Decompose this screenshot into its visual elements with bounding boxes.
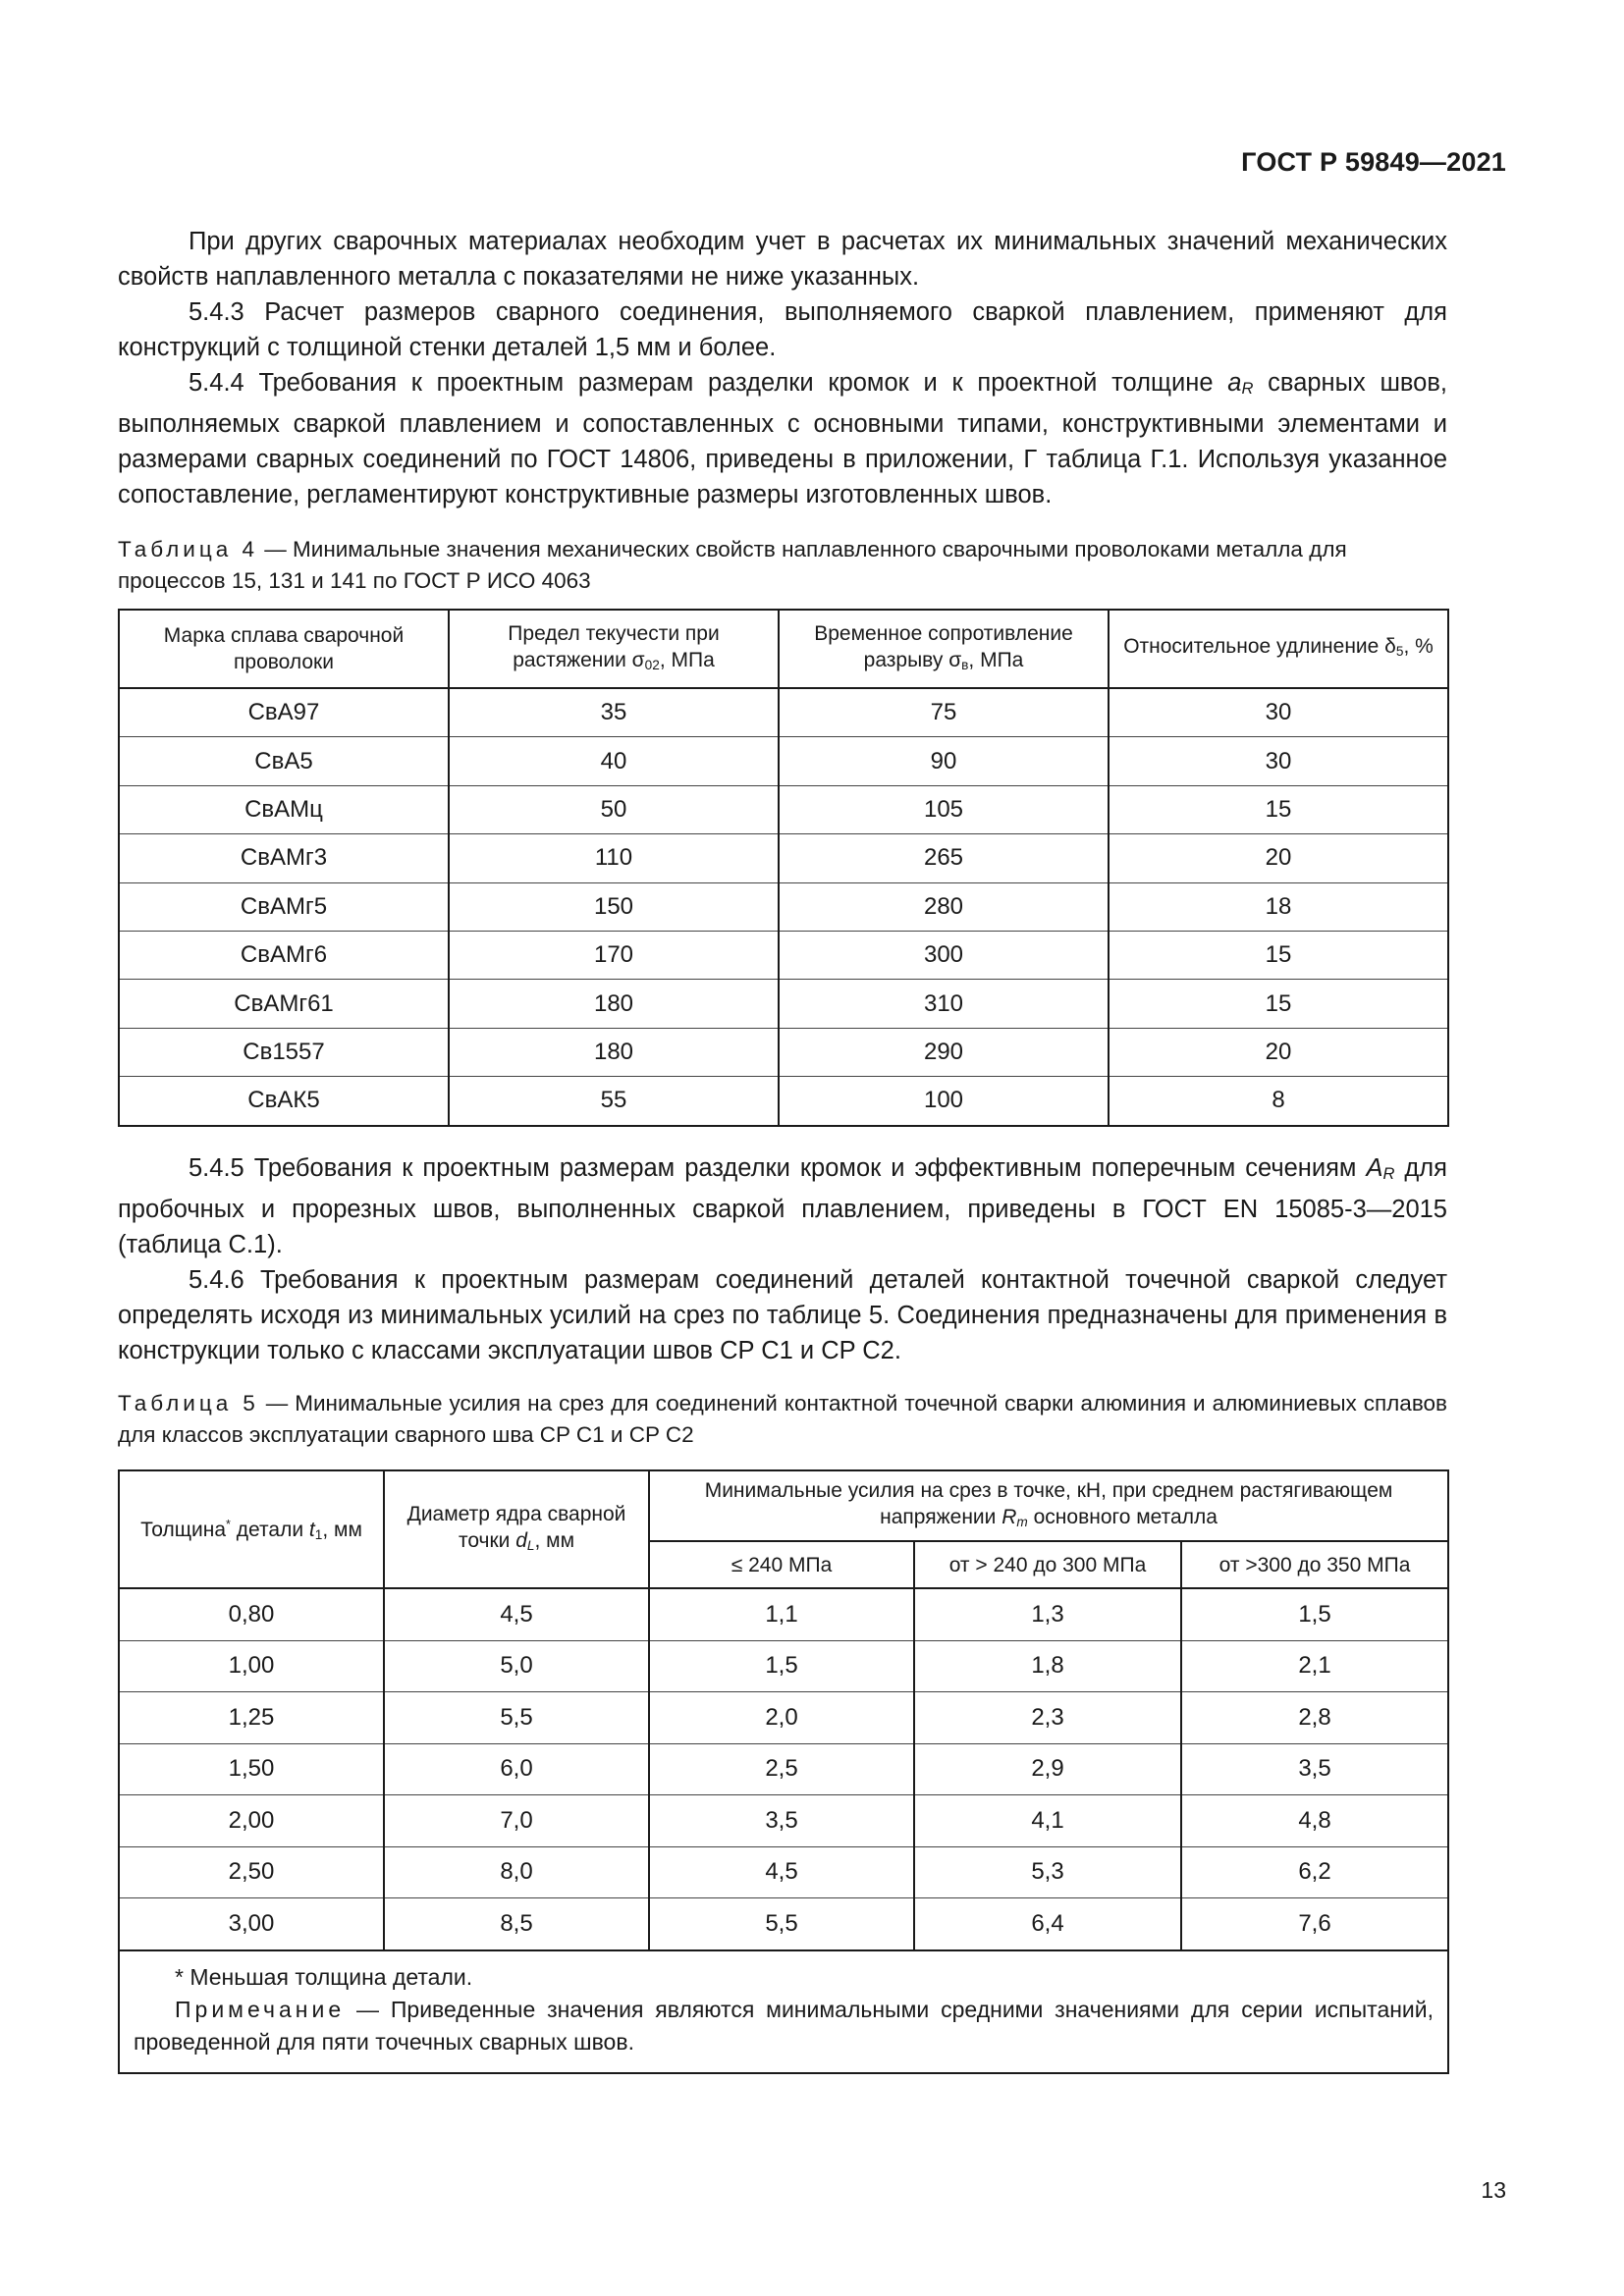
table4-header-tensile-a: Временное сопротивление разрыву σ bbox=[814, 621, 1073, 671]
table-cell: 2,50 bbox=[119, 1846, 384, 1898]
table-cell: 5,5 bbox=[384, 1692, 649, 1744]
table-cell: 35 bbox=[449, 688, 779, 737]
table-cell: 180 bbox=[449, 980, 779, 1028]
table5-header-group-b: основного металла bbox=[1027, 1505, 1218, 1528]
symbol-A: A bbox=[1366, 1154, 1383, 1182]
table-cell: 55 bbox=[449, 1077, 779, 1126]
paragraph-5-4-5-part-b: для пробочных и прорезных швов, выполненных сваркой плавлением, приведены в ГОСТ EN 15085-3—2015 (таблица С.1). bbox=[118, 1154, 1447, 1258]
table5-header-nugget-b: , мм bbox=[534, 1528, 575, 1552]
paragraph-5-4-6: 5.4.6 Требования к проектным размерам соединений деталей контактной точечной сваркой следует определять исходя из минимальных усилий на срез по таблице 5. Соединения предназначены для применения в конструкции только с классами эксплуатации швов CP C1 и CP C2. bbox=[118, 1266, 1447, 1364]
table5-footnote: * Меньшая толщина детали. bbox=[175, 1963, 473, 1990]
table-cell: 1,00 bbox=[119, 1640, 384, 1692]
symbol-R-subscript: m bbox=[1016, 1514, 1028, 1529]
table4-header-yield-sub: 02 bbox=[644, 657, 660, 672]
table4-header-tensile-b: , МПа bbox=[968, 648, 1024, 671]
table5-header-thickness-b: детали bbox=[230, 1518, 309, 1541]
main-text-continued bbox=[118, 1150, 1447, 1451]
table-cell: 8,0 bbox=[384, 1846, 649, 1898]
table-cell: 20 bbox=[1109, 1028, 1448, 1076]
table-row bbox=[119, 688, 1448, 737]
table-cell: 30 bbox=[1109, 737, 1448, 785]
table5-subheader-240-300: от > 240 до 300 МПа bbox=[914, 1541, 1181, 1588]
table-cell: 1,8 bbox=[914, 1640, 1181, 1692]
table4-header-tensile bbox=[779, 610, 1109, 688]
table5-caption-text: — Минимальные усилия на срез для соединений контактной точечной сварки алюминия и алюминиевых сплавов для классов эксплуатации сварного шва CP C1 и CP C2 bbox=[118, 1391, 1447, 1447]
table5-notes bbox=[119, 1950, 1448, 2073]
symbol-d-subscript: L bbox=[526, 1537, 535, 1553]
table4-caption-text: — Минимальные значения механических свойств наплавленного сварочными проволоками металла для процессов 15, 131 и 141 по ГОСТ Р ИСО 4063 bbox=[118, 537, 1347, 593]
table-cell: 265 bbox=[779, 834, 1109, 882]
table-cell: 8 bbox=[1109, 1077, 1448, 1126]
table-cell: 105 bbox=[779, 785, 1109, 833]
table-cell: 2,9 bbox=[914, 1743, 1181, 1795]
table-row bbox=[119, 1077, 1448, 1126]
table-row bbox=[119, 931, 1448, 979]
table-row bbox=[119, 1898, 1448, 1950]
table-cell: СвАМг3 bbox=[119, 834, 449, 882]
table-cell: 180 bbox=[449, 1028, 779, 1076]
table-cell: СвА5 bbox=[119, 737, 449, 785]
table-row bbox=[119, 834, 1448, 882]
table-row bbox=[119, 980, 1448, 1028]
paragraph-5-4-5-part-a: 5.4.5 Требования к проектным размерам разделки кромок и эффективным поперечным сечениям bbox=[189, 1154, 1367, 1182]
table5-header-thickness-asterisk: * bbox=[226, 1517, 231, 1531]
table-cell: 100 bbox=[779, 1077, 1109, 1126]
symbol-a: a bbox=[1227, 369, 1242, 397]
table-row bbox=[119, 1028, 1448, 1076]
paragraph-5-4-4-part-b: сварных швов, выполняемых сваркой плавлением и сопоставленных с основными типами, конструктивными элементами и размерами сварных соединений по ГОСТ 14806, приведены в приложении, Г таблица Г.1. Используя указанное сопоставление, регламентируют конструктивные размеры изготовленных швов. bbox=[118, 369, 1447, 508]
table-cell: 0,80 bbox=[119, 1588, 384, 1640]
table-cell: СвАМг6 bbox=[119, 931, 449, 979]
table4-header-elongation-b: , % bbox=[1403, 635, 1434, 658]
table5-note bbox=[134, 1994, 1434, 2058]
table-cell: СвАК5 bbox=[119, 1077, 449, 1126]
table-cell: 15 bbox=[1109, 980, 1448, 1028]
symbol-d: d bbox=[515, 1528, 527, 1552]
table5-header-thickness-a: Толщина bbox=[140, 1518, 227, 1541]
table-cell: 5,5 bbox=[649, 1898, 914, 1950]
symbol-a-subscript: R bbox=[1241, 379, 1254, 398]
symbol-t-subscript: 1 bbox=[314, 1526, 323, 1542]
table5-subheader-300-350: от >300 до 350 МПа bbox=[1181, 1541, 1448, 1588]
table4-header-yield-b: , МПа bbox=[659, 648, 715, 671]
table-cell: 2,8 bbox=[1181, 1692, 1448, 1744]
table-cell: 2,5 bbox=[649, 1743, 914, 1795]
symbol-t: t bbox=[308, 1518, 315, 1541]
table4 bbox=[118, 609, 1449, 1127]
table-cell: 170 bbox=[449, 931, 779, 979]
table-row bbox=[119, 785, 1448, 833]
document-id-header: ГОСТ Р 59849—2021 bbox=[1241, 147, 1506, 177]
table5-header-group-a: Минимальные усилия на срез в точке, кН, при среднем растягивающем напряжении bbox=[704, 1478, 1393, 1528]
table-cell: 2,3 bbox=[914, 1692, 1181, 1744]
table-cell: 280 bbox=[779, 882, 1109, 931]
paragraph-5-4-4-part-a: 5.4.4 Требования к проектным размерам разделки кромок и к проектной толщине bbox=[189, 369, 1228, 397]
table-cell: 6,2 bbox=[1181, 1846, 1448, 1898]
table-cell: 150 bbox=[449, 882, 779, 931]
table-cell: 4,5 bbox=[384, 1588, 649, 1640]
table-cell: 15 bbox=[1109, 931, 1448, 979]
table-cell: 40 bbox=[449, 737, 779, 785]
table-cell: 6,0 bbox=[384, 1743, 649, 1795]
table-cell: 5,0 bbox=[384, 1640, 649, 1692]
table-cell: 90 bbox=[779, 737, 1109, 785]
table5-subheader-le-240: ≤ 240 МПа bbox=[649, 1541, 914, 1588]
table-cell: 1,5 bbox=[1181, 1588, 1448, 1640]
table-row bbox=[119, 1743, 1448, 1795]
table5-header-nugget-diameter bbox=[384, 1470, 649, 1588]
table4-header-elongation bbox=[1109, 610, 1448, 688]
table-cell: 5,3 bbox=[914, 1846, 1181, 1898]
table-row bbox=[119, 1588, 1448, 1640]
symbol-A-subscript: R bbox=[1382, 1164, 1395, 1183]
table-cell: Св1557 bbox=[119, 1028, 449, 1076]
table-cell: 1,50 bbox=[119, 1743, 384, 1795]
paragraph-intro: При других сварочных материалах необходим учет в расчетах их минимальных значений механических свойств наплавленного металла с показателями не ниже указанных. bbox=[118, 228, 1447, 291]
table-cell: СвАМг5 bbox=[119, 882, 449, 931]
table-row bbox=[119, 737, 1448, 785]
paragraph-5-4-4 bbox=[118, 365, 1447, 512]
table-cell: 4,1 bbox=[914, 1795, 1181, 1847]
table-row bbox=[119, 882, 1448, 931]
table-cell: 2,1 bbox=[1181, 1640, 1448, 1692]
table-cell: 1,1 bbox=[649, 1588, 914, 1640]
table-cell: 1,25 bbox=[119, 1692, 384, 1744]
table4-header-row bbox=[119, 610, 1448, 688]
table-cell: 18 bbox=[1109, 882, 1448, 931]
table5-caption bbox=[118, 1388, 1447, 1451]
table5-notes-row bbox=[119, 1950, 1448, 2073]
table-cell: 6,4 bbox=[914, 1898, 1181, 1950]
table-cell: 2,00 bbox=[119, 1795, 384, 1847]
table5-header-shear-group bbox=[649, 1470, 1448, 1541]
table4-label: Таблица 4 bbox=[118, 537, 258, 561]
table-cell: 75 bbox=[779, 688, 1109, 737]
table-row bbox=[119, 1692, 1448, 1744]
table4-header-tensile-sub: в bbox=[961, 657, 969, 672]
table5-header-thickness bbox=[119, 1470, 384, 1588]
table-cell: 310 bbox=[779, 980, 1109, 1028]
table4-header-elongation-sub: 5 bbox=[1395, 644, 1404, 659]
table-cell: 7,0 bbox=[384, 1795, 649, 1847]
paragraph-5-4-5 bbox=[118, 1150, 1447, 1262]
table-cell: 1,3 bbox=[914, 1588, 1181, 1640]
table5-note-label: Примечание bbox=[175, 1996, 346, 2022]
table-cell: 50 bbox=[449, 785, 779, 833]
table-cell: 3,5 bbox=[1181, 1743, 1448, 1795]
table5-header-thickness-c: , мм bbox=[322, 1518, 362, 1541]
table-row bbox=[119, 1640, 1448, 1692]
table-cell: 3,00 bbox=[119, 1898, 384, 1950]
table4-header-yield-a: Предел текучести при растяжении σ bbox=[508, 621, 720, 671]
table-cell: 20 bbox=[1109, 834, 1448, 882]
table4-header-yield bbox=[449, 610, 779, 688]
main-text bbox=[118, 224, 1447, 597]
table5-note-text: — Приведенные значения являются минимальными средними значениями для серии испытаний, проведенной для пяти точечных сварных швов. bbox=[134, 1996, 1435, 2055]
table-cell: 15 bbox=[1109, 785, 1448, 833]
table5-label: Таблица 5 bbox=[118, 1391, 259, 1415]
table-cell: 1,5 bbox=[649, 1640, 914, 1692]
table-cell: 290 bbox=[779, 1028, 1109, 1076]
table-cell: 4,8 bbox=[1181, 1795, 1448, 1847]
table-cell: 4,5 bbox=[649, 1846, 914, 1898]
table-row bbox=[119, 1846, 1448, 1898]
paragraph-5-4-3: 5.4.3 Расчет размеров сварного соединения, выполняемого сваркой плавлением, применяют для конструкций с толщиной стенки деталей 1,5 мм и более. bbox=[118, 298, 1447, 361]
table4-caption bbox=[118, 534, 1447, 597]
table-cell: 7,6 bbox=[1181, 1898, 1448, 1950]
table5 bbox=[118, 1469, 1449, 2074]
table5-header-nugget-a: Диаметр ядра сварной точки bbox=[406, 1502, 626, 1552]
table4-header-alloy: Марка сплава сварочной проволоки bbox=[119, 610, 449, 688]
table-cell: 8,5 bbox=[384, 1898, 649, 1950]
table-cell: 30 bbox=[1109, 688, 1448, 737]
table-row bbox=[119, 1795, 1448, 1847]
table-cell: 300 bbox=[779, 931, 1109, 979]
page-number: 13 bbox=[1481, 2177, 1506, 2203]
table5-header-row bbox=[119, 1470, 1448, 1541]
table-cell: 110 bbox=[449, 834, 779, 882]
table4-header-elongation-a: Относительное удлинение δ bbox=[1123, 635, 1396, 658]
symbol-R: R bbox=[1001, 1505, 1017, 1528]
table-cell: СвА97 bbox=[119, 688, 449, 737]
table-cell: СвАМц bbox=[119, 785, 449, 833]
table-cell: СвАМг61 bbox=[119, 980, 449, 1028]
table-cell: 3,5 bbox=[649, 1795, 914, 1847]
table-cell: 2,0 bbox=[649, 1692, 914, 1744]
